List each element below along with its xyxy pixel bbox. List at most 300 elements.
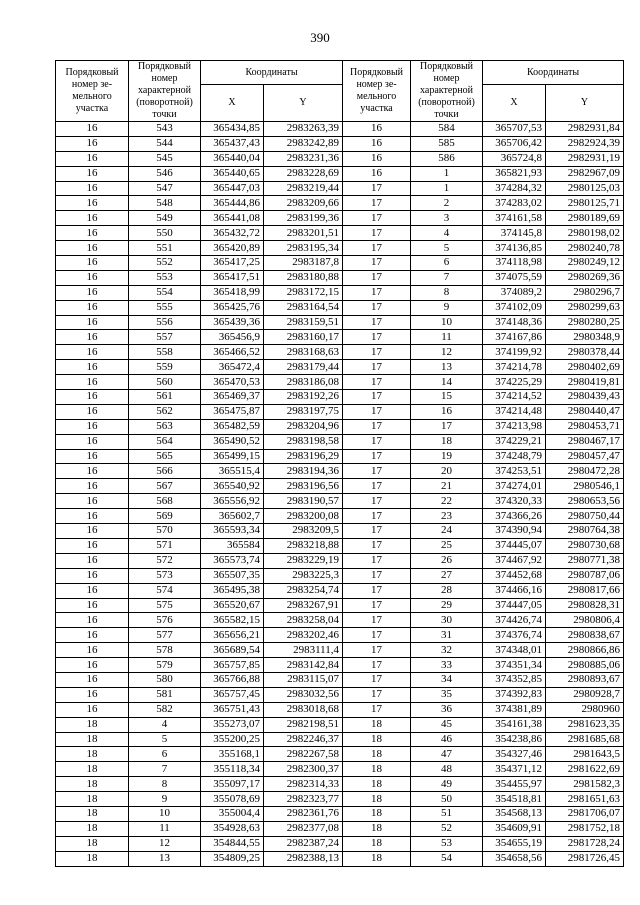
point-number-cell: 563 bbox=[129, 419, 201, 434]
table-row bbox=[56, 196, 624, 211]
plot-number-cell: 16 bbox=[56, 553, 129, 568]
x-cell: 365475,87 bbox=[201, 404, 264, 419]
plot-number-cell: 18 bbox=[56, 836, 129, 851]
plot-number-cell: 16 bbox=[56, 211, 129, 226]
y-cell: 2980440,47 bbox=[546, 404, 624, 419]
plot-number-cell: 16 bbox=[56, 345, 129, 360]
y-cell: 2980885,06 bbox=[546, 658, 624, 673]
plot-number-cell: 17 bbox=[343, 494, 411, 509]
header-x-right: X bbox=[483, 85, 546, 122]
plot-number-cell: 17 bbox=[343, 181, 411, 196]
y-cell: 2981685,68 bbox=[546, 732, 624, 747]
point-number-cell: 20 bbox=[411, 464, 483, 479]
y-cell: 2982361,76 bbox=[264, 806, 343, 821]
x-cell: 365440,04 bbox=[201, 151, 264, 166]
point-number-cell: 28 bbox=[411, 583, 483, 598]
x-cell: 365444,86 bbox=[201, 196, 264, 211]
plot-number-cell: 16 bbox=[56, 300, 129, 315]
plot-number-cell: 17 bbox=[343, 479, 411, 494]
x-cell: 365440,65 bbox=[201, 166, 264, 181]
y-cell: 2982198,51 bbox=[264, 717, 343, 732]
point-number-cell: 7 bbox=[129, 762, 201, 777]
table-row bbox=[56, 747, 624, 762]
table-row bbox=[56, 792, 624, 807]
table-row bbox=[56, 270, 624, 285]
header-plot-number-right: Порядковый номер зе-мельного участка bbox=[343, 61, 411, 122]
plot-number-cell: 16 bbox=[56, 479, 129, 494]
y-cell: 2980838,67 bbox=[546, 628, 624, 643]
table-row bbox=[56, 732, 624, 747]
x-cell: 374376,74 bbox=[483, 628, 546, 643]
plot-number-cell: 16 bbox=[56, 613, 129, 628]
x-cell: 374390,94 bbox=[483, 524, 546, 539]
plot-number-cell: 17 bbox=[343, 196, 411, 211]
y-cell: 2983204,96 bbox=[264, 419, 343, 434]
plot-number-cell: 18 bbox=[343, 821, 411, 836]
x-cell: 365751,43 bbox=[201, 702, 264, 717]
point-number-cell: 54 bbox=[411, 851, 483, 866]
point-number-cell: 48 bbox=[411, 762, 483, 777]
table-row bbox=[56, 643, 624, 658]
table-row bbox=[56, 583, 624, 598]
point-number-cell: 543 bbox=[129, 122, 201, 137]
plot-number-cell: 17 bbox=[343, 256, 411, 271]
x-cell: 354809,25 bbox=[201, 851, 264, 866]
plot-number-cell: 17 bbox=[343, 211, 411, 226]
table-row bbox=[56, 136, 624, 151]
x-cell: 374148,36 bbox=[483, 315, 546, 330]
x-cell: 374214,52 bbox=[483, 390, 546, 405]
y-cell: 2983199,36 bbox=[264, 211, 343, 226]
table-row bbox=[56, 628, 624, 643]
x-cell: 355097,17 bbox=[201, 777, 264, 792]
point-number-cell: 11 bbox=[411, 330, 483, 345]
x-cell: 365441,08 bbox=[201, 211, 264, 226]
plot-number-cell: 18 bbox=[56, 717, 129, 732]
plot-number-cell: 17 bbox=[343, 345, 411, 360]
y-cell: 2980378,44 bbox=[546, 345, 624, 360]
plot-number-cell: 16 bbox=[56, 241, 129, 256]
x-cell: 354455,97 bbox=[483, 777, 546, 792]
point-number-cell: 46 bbox=[411, 732, 483, 747]
point-number-cell: 5 bbox=[411, 241, 483, 256]
y-cell: 2980771,38 bbox=[546, 553, 624, 568]
x-cell: 374452,68 bbox=[483, 568, 546, 583]
y-cell: 2983198,58 bbox=[264, 434, 343, 449]
table-row bbox=[56, 404, 624, 419]
x-cell: 374447,05 bbox=[483, 598, 546, 613]
plot-number-cell: 18 bbox=[56, 762, 129, 777]
point-number-cell: 586 bbox=[411, 151, 483, 166]
y-cell: 2980125,03 bbox=[546, 181, 624, 196]
point-number-cell: 551 bbox=[129, 241, 201, 256]
y-cell: 2983219,44 bbox=[264, 181, 343, 196]
x-cell: 365757,45 bbox=[201, 687, 264, 702]
y-cell: 2982931,84 bbox=[546, 122, 624, 137]
table-row bbox=[56, 494, 624, 509]
plot-number-cell: 16 bbox=[343, 122, 411, 137]
x-cell: 354238,86 bbox=[483, 732, 546, 747]
y-cell: 2980453,71 bbox=[546, 419, 624, 434]
x-cell: 355168,1 bbox=[201, 747, 264, 762]
plot-number-cell: 17 bbox=[343, 449, 411, 464]
point-number-cell: 6 bbox=[129, 747, 201, 762]
plot-number-cell: 16 bbox=[56, 434, 129, 449]
plot-number-cell: 17 bbox=[343, 434, 411, 449]
y-cell: 2983228,69 bbox=[264, 166, 343, 181]
header-x: X bbox=[201, 85, 264, 122]
plot-number-cell: 17 bbox=[343, 270, 411, 285]
point-number-cell: 557 bbox=[129, 330, 201, 345]
x-cell: 374467,92 bbox=[483, 553, 546, 568]
y-cell: 2980730,68 bbox=[546, 538, 624, 553]
x-cell: 354609,91 bbox=[483, 821, 546, 836]
point-number-cell: 561 bbox=[129, 390, 201, 405]
point-number-cell: 556 bbox=[129, 315, 201, 330]
point-number-cell: 548 bbox=[129, 196, 201, 211]
y-cell: 2980125,71 bbox=[546, 196, 624, 211]
x-cell: 374445,07 bbox=[483, 538, 546, 553]
point-number-cell: 15 bbox=[411, 390, 483, 405]
x-cell: 365573,74 bbox=[201, 553, 264, 568]
y-cell: 2983209,66 bbox=[264, 196, 343, 211]
y-cell: 2983200,08 bbox=[264, 509, 343, 524]
point-number-cell: 8 bbox=[411, 285, 483, 300]
plot-number-cell: 18 bbox=[343, 762, 411, 777]
plot-number-cell: 16 bbox=[56, 419, 129, 434]
point-number-cell: 578 bbox=[129, 643, 201, 658]
plot-number-cell: 16 bbox=[56, 687, 129, 702]
x-cell: 374352,85 bbox=[483, 672, 546, 687]
point-number-cell: 577 bbox=[129, 628, 201, 643]
plot-number-cell: 16 bbox=[56, 524, 129, 539]
plot-number-cell: 17 bbox=[343, 285, 411, 300]
y-cell: 2982246,37 bbox=[264, 732, 343, 747]
point-number-cell: 52 bbox=[411, 821, 483, 836]
x-cell: 365420,89 bbox=[201, 241, 264, 256]
point-number-cell: 570 bbox=[129, 524, 201, 539]
y-cell: 2983142,84 bbox=[264, 658, 343, 673]
x-cell: 374348,01 bbox=[483, 643, 546, 658]
plot-number-cell: 18 bbox=[343, 792, 411, 807]
x-cell: 355118,34 bbox=[201, 762, 264, 777]
y-cell: 2980419,81 bbox=[546, 375, 624, 390]
y-cell: 2980928,7 bbox=[546, 687, 624, 702]
plot-number-cell: 17 bbox=[343, 613, 411, 628]
y-cell: 2980402,69 bbox=[546, 360, 624, 375]
point-number-cell: 552 bbox=[129, 256, 201, 271]
y-cell: 2983111,4 bbox=[264, 643, 343, 658]
y-cell: 2983194,36 bbox=[264, 464, 343, 479]
table-row bbox=[56, 285, 624, 300]
x-cell: 365593,34 bbox=[201, 524, 264, 539]
plot-number-cell: 16 bbox=[56, 449, 129, 464]
y-cell: 2983267,91 bbox=[264, 598, 343, 613]
x-cell: 365602,7 bbox=[201, 509, 264, 524]
y-cell: 2983242,89 bbox=[264, 136, 343, 151]
y-cell: 2983218,88 bbox=[264, 538, 343, 553]
y-cell: 2981582,3 bbox=[546, 777, 624, 792]
y-cell: 2980348,9 bbox=[546, 330, 624, 345]
plot-number-cell: 16 bbox=[56, 658, 129, 673]
plot-number-cell: 16 bbox=[56, 136, 129, 151]
y-cell: 2982967,09 bbox=[546, 166, 624, 181]
x-cell: 365418,99 bbox=[201, 285, 264, 300]
point-number-cell: 582 bbox=[129, 702, 201, 717]
plot-number-cell: 18 bbox=[56, 777, 129, 792]
point-number-cell: 3 bbox=[411, 211, 483, 226]
plot-number-cell: 17 bbox=[343, 702, 411, 717]
y-cell: 2980828,31 bbox=[546, 598, 624, 613]
x-cell: 374102,09 bbox=[483, 300, 546, 315]
point-number-cell: 10 bbox=[411, 315, 483, 330]
plot-number-cell: 18 bbox=[343, 717, 411, 732]
table-row bbox=[56, 464, 624, 479]
point-number-cell: 53 bbox=[411, 836, 483, 851]
y-cell: 2981726,45 bbox=[546, 851, 624, 866]
point-number-cell: 23 bbox=[411, 509, 483, 524]
point-number-cell: 8 bbox=[129, 777, 201, 792]
point-number-cell: 585 bbox=[411, 136, 483, 151]
point-number-cell: 1 bbox=[411, 166, 483, 181]
y-cell: 2983196,56 bbox=[264, 479, 343, 494]
header-point-number-right: Порядковый номер характерной (поворотной) точки bbox=[411, 61, 483, 122]
x-cell: 355273,07 bbox=[201, 717, 264, 732]
y-cell: 2983201,51 bbox=[264, 226, 343, 241]
y-cell: 2983202,46 bbox=[264, 628, 343, 643]
plot-number-cell: 18 bbox=[56, 792, 129, 807]
x-cell: 374381,89 bbox=[483, 702, 546, 717]
y-cell: 2983179,44 bbox=[264, 360, 343, 375]
y-cell: 2980750,44 bbox=[546, 509, 624, 524]
plot-number-cell: 16 bbox=[56, 375, 129, 390]
plot-number-cell: 18 bbox=[343, 836, 411, 851]
y-cell: 2982300,37 bbox=[264, 762, 343, 777]
y-cell: 2980296,7 bbox=[546, 285, 624, 300]
y-cell: 2983254,74 bbox=[264, 583, 343, 598]
header-point-number: Порядковый номер характерной (поворотной) точки bbox=[129, 61, 201, 122]
y-cell: 2980960 bbox=[546, 702, 624, 717]
plot-number-cell: 17 bbox=[343, 390, 411, 405]
point-number-cell: 49 bbox=[411, 777, 483, 792]
y-cell: 2980806,4 bbox=[546, 613, 624, 628]
y-cell: 2980866,86 bbox=[546, 643, 624, 658]
y-cell: 2983187,8 bbox=[264, 256, 343, 271]
point-number-cell: 9 bbox=[411, 300, 483, 315]
y-cell: 2983258,04 bbox=[264, 613, 343, 628]
x-cell: 365706,42 bbox=[483, 136, 546, 151]
header-y-right: Y bbox=[546, 85, 624, 122]
x-cell: 365482,59 bbox=[201, 419, 264, 434]
plot-number-cell: 16 bbox=[56, 360, 129, 375]
y-cell: 2982388,13 bbox=[264, 851, 343, 866]
y-cell: 2980893,67 bbox=[546, 672, 624, 687]
table-row bbox=[56, 613, 624, 628]
x-cell: 354161,38 bbox=[483, 717, 546, 732]
x-cell: 374136,85 bbox=[483, 241, 546, 256]
y-cell: 2981623,35 bbox=[546, 717, 624, 732]
x-cell: 365757,85 bbox=[201, 658, 264, 673]
x-cell: 374199,92 bbox=[483, 345, 546, 360]
plot-number-cell: 16 bbox=[56, 494, 129, 509]
plot-number-cell: 17 bbox=[343, 419, 411, 434]
x-cell: 365439,36 bbox=[201, 315, 264, 330]
y-cell: 2980457,47 bbox=[546, 449, 624, 464]
plot-number-cell: 16 bbox=[56, 643, 129, 658]
y-cell: 2980240,78 bbox=[546, 241, 624, 256]
point-number-cell: 50 bbox=[411, 792, 483, 807]
y-cell: 2983032,56 bbox=[264, 687, 343, 702]
table-row bbox=[56, 821, 624, 836]
table-row bbox=[56, 717, 624, 732]
table-row bbox=[56, 419, 624, 434]
x-cell: 365447,03 bbox=[201, 181, 264, 196]
y-cell: 2980269,36 bbox=[546, 270, 624, 285]
table-row bbox=[56, 568, 624, 583]
x-cell: 374426,74 bbox=[483, 613, 546, 628]
x-cell: 374161,58 bbox=[483, 211, 546, 226]
x-cell: 374320,33 bbox=[483, 494, 546, 509]
plot-number-cell: 18 bbox=[56, 806, 129, 821]
x-cell: 365515,4 bbox=[201, 464, 264, 479]
x-cell: 365466,52 bbox=[201, 345, 264, 360]
plot-number-cell: 16 bbox=[56, 390, 129, 405]
point-number-cell: 24 bbox=[411, 524, 483, 539]
plot-number-cell: 17 bbox=[343, 300, 411, 315]
point-number-cell: 12 bbox=[411, 345, 483, 360]
plot-number-cell: 17 bbox=[343, 524, 411, 539]
table-row bbox=[56, 166, 624, 181]
plot-number-cell: 16 bbox=[56, 285, 129, 300]
x-cell: 374253,51 bbox=[483, 464, 546, 479]
table-row bbox=[56, 851, 624, 866]
plot-number-cell: 17 bbox=[343, 375, 411, 390]
point-number-cell: 7 bbox=[411, 270, 483, 285]
plot-number-cell: 17 bbox=[343, 553, 411, 568]
x-cell: 365724,8 bbox=[483, 151, 546, 166]
y-cell: 2983192,26 bbox=[264, 390, 343, 405]
x-cell: 374214,48 bbox=[483, 404, 546, 419]
point-number-cell: 575 bbox=[129, 598, 201, 613]
y-cell: 2983018,68 bbox=[264, 702, 343, 717]
y-cell: 2980764,38 bbox=[546, 524, 624, 539]
x-cell: 365582,15 bbox=[201, 613, 264, 628]
y-cell: 2983190,57 bbox=[264, 494, 343, 509]
plot-number-cell: 16 bbox=[56, 598, 129, 613]
x-cell: 354568,13 bbox=[483, 806, 546, 821]
plot-number-cell: 17 bbox=[343, 658, 411, 673]
plot-number-cell: 18 bbox=[343, 851, 411, 866]
x-cell: 365469,37 bbox=[201, 390, 264, 405]
table-row bbox=[56, 211, 624, 226]
point-number-cell: 571 bbox=[129, 538, 201, 553]
y-cell: 2982267,58 bbox=[264, 747, 343, 762]
point-number-cell: 31 bbox=[411, 628, 483, 643]
plot-number-cell: 16 bbox=[56, 256, 129, 271]
table-row bbox=[56, 702, 624, 717]
point-number-cell: 4 bbox=[411, 226, 483, 241]
x-cell: 355078,69 bbox=[201, 792, 264, 807]
y-cell: 2981643,5 bbox=[546, 747, 624, 762]
x-cell: 374284,32 bbox=[483, 181, 546, 196]
point-number-cell: 25 bbox=[411, 538, 483, 553]
header-y: Y bbox=[264, 85, 343, 122]
x-cell: 374213,98 bbox=[483, 419, 546, 434]
point-number-cell: 47 bbox=[411, 747, 483, 762]
x-cell: 365689,54 bbox=[201, 643, 264, 658]
plot-number-cell: 17 bbox=[343, 330, 411, 345]
x-cell: 374089,2 bbox=[483, 285, 546, 300]
y-cell: 2980439,43 bbox=[546, 390, 624, 405]
y-cell: 2983180,88 bbox=[264, 270, 343, 285]
x-cell: 355004,4 bbox=[201, 806, 264, 821]
x-cell: 374248,79 bbox=[483, 449, 546, 464]
y-cell: 2982377,08 bbox=[264, 821, 343, 836]
table-row bbox=[56, 390, 624, 405]
plot-number-cell: 16 bbox=[343, 136, 411, 151]
point-number-cell: 16 bbox=[411, 404, 483, 419]
point-number-cell: 45 bbox=[411, 717, 483, 732]
y-cell: 2980198,02 bbox=[546, 226, 624, 241]
y-cell: 2983164,54 bbox=[264, 300, 343, 315]
plot-number-cell: 17 bbox=[343, 672, 411, 687]
x-cell: 365490,52 bbox=[201, 434, 264, 449]
header-coordinates-right: Координаты bbox=[483, 61, 624, 85]
plot-number-cell: 18 bbox=[56, 851, 129, 866]
y-cell: 2983172,15 bbox=[264, 285, 343, 300]
table-row bbox=[56, 315, 624, 330]
point-number-cell: 555 bbox=[129, 300, 201, 315]
y-cell: 2980546,1 bbox=[546, 479, 624, 494]
x-cell: 365417,51 bbox=[201, 270, 264, 285]
point-number-cell: 560 bbox=[129, 375, 201, 390]
y-cell: 2980817,66 bbox=[546, 583, 624, 598]
point-number-cell: 565 bbox=[129, 449, 201, 464]
y-cell: 2982387,24 bbox=[264, 836, 343, 851]
y-cell: 2980787,06 bbox=[546, 568, 624, 583]
x-cell: 374392,83 bbox=[483, 687, 546, 702]
point-number-cell: 6 bbox=[411, 256, 483, 271]
x-cell: 365766,88 bbox=[201, 672, 264, 687]
point-number-cell: 18 bbox=[411, 434, 483, 449]
plot-number-cell: 17 bbox=[343, 509, 411, 524]
x-cell: 365417,25 bbox=[201, 256, 264, 271]
x-cell: 374118,98 bbox=[483, 256, 546, 271]
table-row bbox=[56, 836, 624, 851]
x-cell: 374283,02 bbox=[483, 196, 546, 211]
plot-number-cell: 17 bbox=[343, 643, 411, 658]
point-number-cell: 573 bbox=[129, 568, 201, 583]
x-cell: 374351,34 bbox=[483, 658, 546, 673]
plot-number-cell: 18 bbox=[56, 747, 129, 762]
point-number-cell: 576 bbox=[129, 613, 201, 628]
plot-number-cell: 16 bbox=[56, 538, 129, 553]
point-number-cell: 584 bbox=[411, 122, 483, 137]
plot-number-cell: 16 bbox=[343, 151, 411, 166]
plot-number-cell: 16 bbox=[56, 628, 129, 643]
y-cell: 2980280,25 bbox=[546, 315, 624, 330]
plot-number-cell: 17 bbox=[343, 404, 411, 419]
table-row bbox=[56, 658, 624, 673]
y-cell: 2983229,19 bbox=[264, 553, 343, 568]
point-number-cell: 33 bbox=[411, 658, 483, 673]
plot-number-cell: 18 bbox=[343, 732, 411, 747]
point-number-cell: 580 bbox=[129, 672, 201, 687]
point-number-cell: 547 bbox=[129, 181, 201, 196]
coordinates-table bbox=[55, 60, 624, 867]
point-number-cell: 13 bbox=[411, 360, 483, 375]
table-row bbox=[56, 553, 624, 568]
